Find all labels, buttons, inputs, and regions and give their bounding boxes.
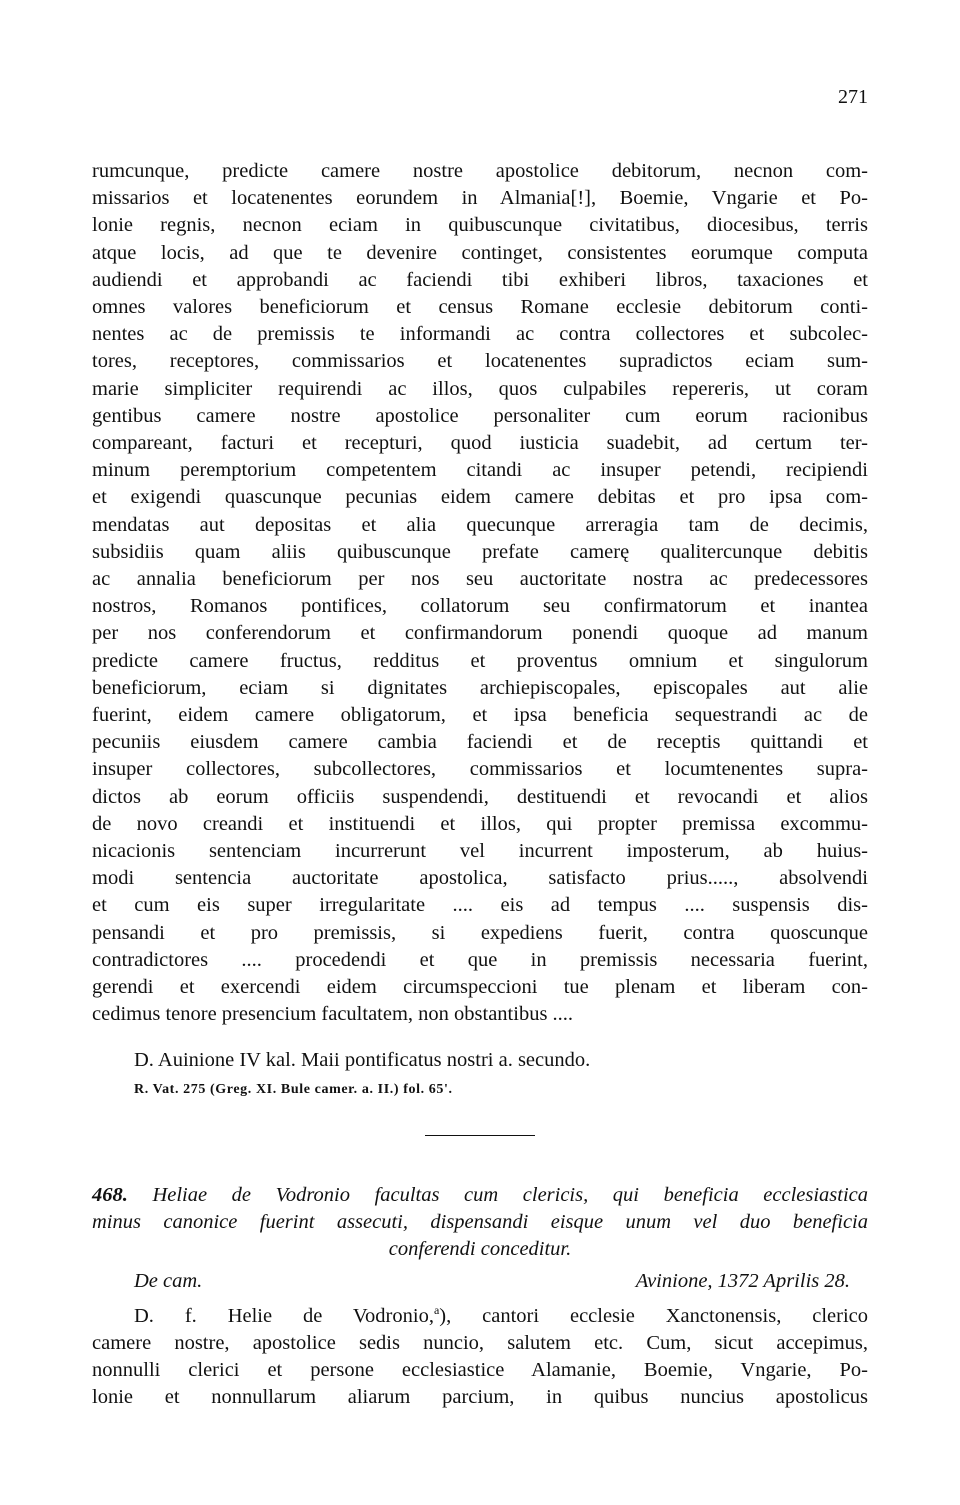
text-line: lonie et nonnullarum aliarum parcium, in quibus nuncius apostolicus <box>92 1385 868 1408</box>
text-line: contradictores .... procedendi et que in premissis necessaria fuerint, <box>92 948 868 971</box>
text-line: nostros, Romanos pontifices, collatorum seu confirmatorum et inantea <box>92 595 868 618</box>
text-line: minum peremptorium competentem citandi ac insuper petendi, recipiendi <box>92 459 868 482</box>
text-line: nicacionis sentenciam incurrerunt vel incurrent imposterum, ab huius- <box>92 840 868 863</box>
text-line: atque locis, ad que te devenire continget, consistentes eorumque computa <box>92 241 868 264</box>
text-line: audiendi et approbandi ac faciendi tibi exhiberi libros, taxaciones et <box>92 268 868 291</box>
text-line: fuerint, eidem camere obligatorum, et ipsa beneficia sequestrandi ac de <box>92 704 868 727</box>
text-line: marie simpliciter requirendi ac illos, quos culpabiles repereris, ut coram <box>92 377 868 400</box>
text-line: mendatas aut depositas et alia quecunque arreragia tam de decimis, <box>92 513 868 536</box>
document-number: 468. <box>92 1184 128 1206</box>
text-start: D. f. Helie de Vodronio, <box>134 1304 434 1327</box>
dating-clause: D. Auinione IV kal. Maii pontificatus nostri a. secundo. <box>134 1049 591 1071</box>
text-line: ac annalia beneficiorum per nos seu auctoritate nostra ac predecessores <box>92 568 868 591</box>
text-line: rumcunque, predicte camere nostre apostolice debitorum, necnon com- <box>92 160 868 182</box>
text-after-marker: ), cantori ecclesie Xanctonensis, clerico <box>439 1304 868 1327</box>
text-line: per nos conferendorum et confirmandorum ponendi quoque ad manum <box>92 622 868 645</box>
text-line: insuper collectores, subcollectores, commissarios et locumtenentes supra- <box>92 758 868 781</box>
text-line: nentes ac de premissis te informandi ac contra collectores et subcolec- <box>92 323 868 346</box>
archival-source: R. Vat. 275 (Greg. XI. Bule camer. a. II.) fol. 65'. <box>134 1082 453 1097</box>
text-line: nonnulli clerici et persone ecclesiastice Alamanie, Boemie, Vngarie, Po- <box>92 1358 868 1381</box>
heading-text: Heliae de Vodronio facultas cum clericis, qui beneficia ecclesiastica <box>152 1184 869 1206</box>
text-line: modi sentencia auctoritate apostolica, satisfacto prius....., absolvendi <box>92 867 868 890</box>
document-meta <box>134 1270 850 1293</box>
text-line: dictos ab eorum officiis suspendendi, destituendi et revocandi et alios <box>92 785 868 808</box>
provenance: De cam. <box>134 1270 203 1292</box>
text-line: cedimus tenore presencium facultatem, non obstantibus .... <box>92 1003 574 1026</box>
text-line: subsidiis quam aliis quibuscunque prefate camerę qualitercunque debitis <box>92 540 868 563</box>
text-line: et cum eis super irregularitate .... eis ad tempus .... suspensis dis- <box>92 894 868 917</box>
text-line: gerendi et exercendi eidem circumspeccioni tue plenam et liberam con- <box>92 976 868 999</box>
place-date: Avinione, 1372 Aprilis 28. <box>635 1270 850 1292</box>
text-line: lonie regnis, necnon eciam in quibuscunque civitatibus, diocesibus, terris <box>92 214 868 237</box>
document-body <box>92 1297 868 1411</box>
text-line: omnes valores beneficiorum et census Romane ecclesie debitorum conti- <box>92 296 868 319</box>
text-line: missarios et locatenentes eorundem in Almania[!], Boemie, Vngarie et Po- <box>92 187 868 210</box>
text-line: pecuniis eiusdem camere cambia faciendi et de receptis quittandi et <box>92 731 868 754</box>
heading-text: conferendi conceditur. <box>388 1238 572 1260</box>
text-line: predicte camere fructus, redditus et proventus omnium et singulorum <box>92 649 868 672</box>
text-line: gentibus camere nostre apostolice personaliter cum eorum racionibus <box>92 404 868 427</box>
section-divider <box>425 1135 535 1136</box>
continuation-text <box>92 158 868 1029</box>
heading-text: minus canonice fuerint assecuti, dispensandi eisque unum vel duo beneficia <box>92 1211 868 1233</box>
text-line: tores, receptores, commissarios et locatenentes supradictos eciam sum- <box>92 350 868 373</box>
text-line: et exigendi quascunque pecunias eidem camere debitas et pro ipsa com- <box>92 486 868 509</box>
text-line: beneficiorum, eciam si dignitates archiepiscopales, episcopales aut alie <box>92 676 868 699</box>
footnote-marker: a <box>433 1303 440 1317</box>
text-line: de novo creandi et instituendi et illos, qui propter premissa excommu- <box>92 812 868 835</box>
text-line: compareant, facturi et recepturi, quod iusticia suadebit, ad certum ter- <box>92 432 868 455</box>
text-line: pensandi et pro premissis, si expediens fuerit, contra quoscunque <box>92 921 868 944</box>
text-line: camere nostre, apostolice sedis nuncio, salutem etc. Cum, sicut accepimus, <box>92 1331 868 1354</box>
page-number: 271 <box>838 86 868 108</box>
document-heading <box>92 1182 868 1263</box>
